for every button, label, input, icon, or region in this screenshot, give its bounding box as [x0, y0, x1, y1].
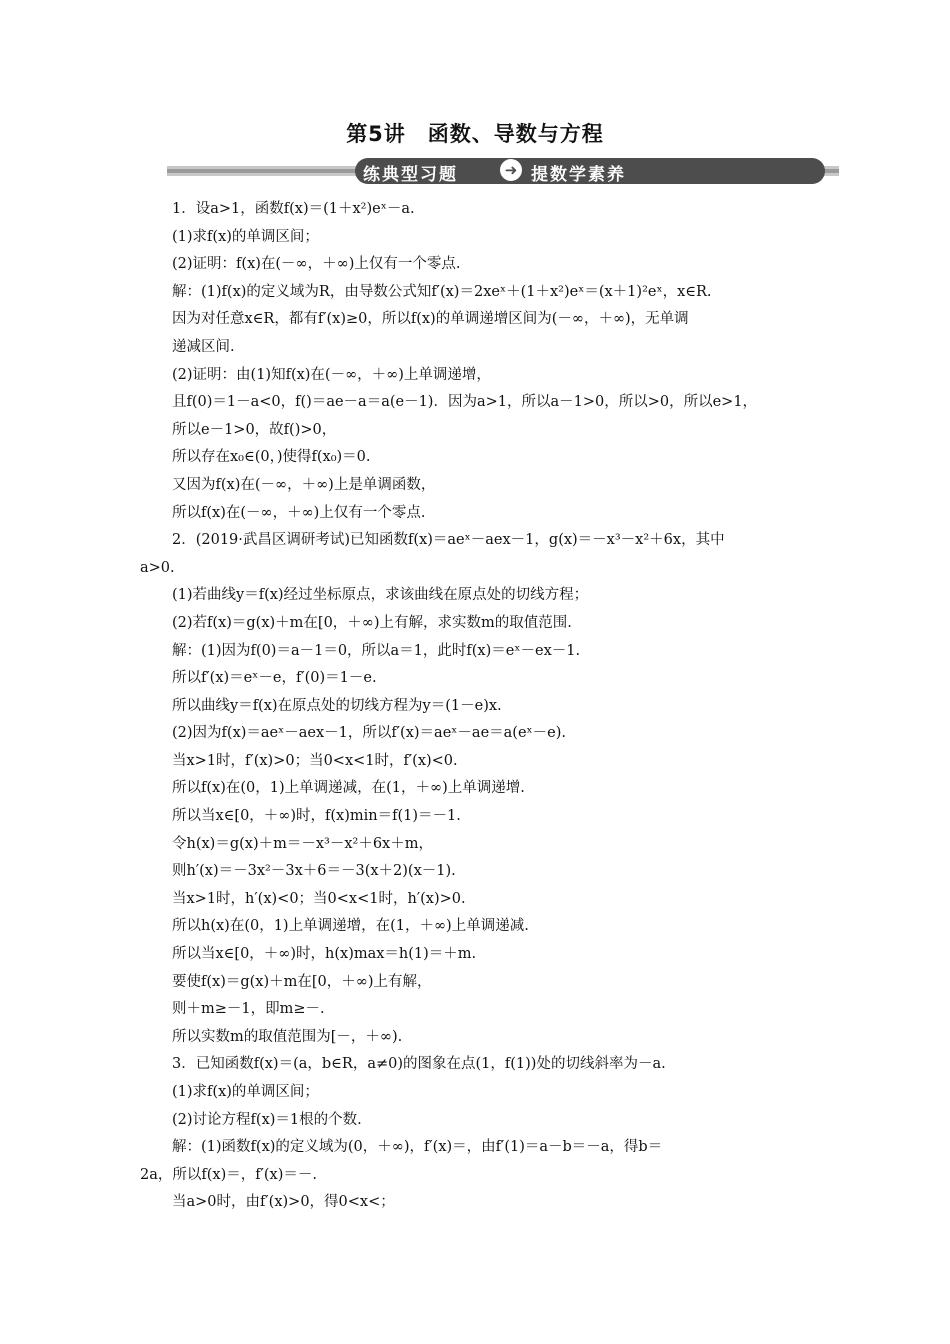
text-line: 则h′(x)＝－3x²－3x＋6＝－3(x＋2)(x－1).	[172, 863, 456, 880]
text-line: 递减区间.	[172, 338, 235, 355]
text-line: 又因为f(x)在(－∞，＋∞)上是单调函数，	[172, 476, 436, 493]
text-line: 解：(1)函数f(x)的定义域为(0，＋∞)，f′(x)＝，由f′(1)＝a－b＝－a，得b＝	[172, 1139, 663, 1156]
text-line: 且f(0)＝1－a<0，f()＝ae－a＝a(e－1)．因为a>1，所以a－1>0，所以>0，所以e>1，	[172, 394, 758, 411]
section-banner	[167, 158, 839, 184]
text-line: (1)求f(x)的单调区间；	[172, 1084, 319, 1100]
banner-left-text: 练典型习题	[363, 165, 458, 185]
text-line: 所以存在x₀∈(0，)使得f(x₀)＝0.	[172, 449, 371, 466]
text-line: 2a，所以f(x)＝，f′(x)＝－.	[140, 1166, 317, 1183]
text-line: 所以f(x)在(0，1)上单调递减，在(1，＋∞)上单调递增.	[172, 780, 525, 797]
text-line: (2)因为f(x)＝aeˣ－aex－1，所以f′(x)＝aeˣ－ae＝a(eˣ－e).	[172, 725, 567, 742]
circled-arrow-icon: ➜	[500, 159, 522, 181]
banner-right-text: 提数学素养	[531, 165, 626, 185]
text-line: 所以f′(x)＝eˣ－e，f′(0)＝1－e.	[172, 670, 377, 687]
text-line: (1)若曲线y＝f(x)经过坐标原点，求该曲线在原点处的切线方程；	[172, 587, 589, 604]
text-line: 所以e－1>0，故f()>0，	[172, 421, 337, 438]
text-line: 要使f(x)＝g(x)＋m在[0，＋∞)上有解，	[172, 973, 432, 990]
text-line: (2)证明：由(1)知f(x)在(－∞，＋∞)上单调递增，	[172, 366, 491, 383]
text-line: a>0.	[140, 559, 175, 576]
text-line: 所以当x∈[0，＋∞)时，h(x)max＝h(1)＝＋m.	[172, 946, 477, 963]
text-line: 所以f(x)在(－∞，＋∞)上仅有一个零点.	[172, 504, 426, 521]
text-line: 3．已知函数f(x)＝(a，b∈R，a≠0)的图象在点(1，f(1))处的切线斜率为－a.	[172, 1056, 666, 1073]
text-line: 1．设a>1，函数f(x)＝(1＋x²)eˣ－a.	[172, 201, 415, 217]
text-line: (2)若f(x)＝g(x)＋m在[0，＋∞)上有解，求实数m的取值范围.	[172, 614, 572, 631]
text-line: 当x>1时，h′(x)<0；当0<x<1时，h′(x)>0.	[172, 890, 466, 907]
text-line: 所以曲线y＝f(x)在原点处的切线方程为y＝(1－e)x.	[172, 697, 502, 714]
page-title: 第5讲 函数、导数与方程	[346, 122, 604, 146]
text-line: (2)讨论方程f(x)＝1根的个数.	[172, 1111, 362, 1128]
text-line: 所以实数m的取值范围为[－，＋∞).	[172, 1028, 403, 1045]
text-line: 2．(2019·武昌区调研考试)已知函数f(x)＝aeˣ－aex－1，g(x)＝－x³－x²＋6x，其中	[172, 532, 725, 549]
text-line: 则＋m≥－1，即m≥－.	[172, 1001, 325, 1018]
text-line: 所以h(x)在(0，1)上单调递增，在(1，＋∞)上单调递减.	[172, 918, 529, 935]
text-line: 因为对任意x∈R，都有f′(x)≥0，所以f(x)的单调递增区间为(－∞，＋∞)，无单调	[172, 311, 689, 328]
text-line: 所以当x∈[0，＋∞)时，f(x)min＝f(1)＝－1.	[172, 808, 461, 825]
text-line: (2)证明：f(x)在(－∞，＋∞)上仅有一个零点.	[172, 256, 461, 273]
text-line: 解：(1)因为f(0)＝a－1＝0，所以a＝1，此时f(x)＝eˣ－ex－1.	[172, 642, 581, 659]
text-line: 当a>0时，由f′(x)>0，得0<x<；	[172, 1194, 395, 1211]
text-line: 当x>1时，f′(x)>0；当0<x<1时，f′(x)<0.	[172, 752, 458, 769]
document-body	[140, 196, 816, 1217]
text-line: 令h(x)＝g(x)＋m＝－x³－x²＋6x＋m，	[172, 835, 433, 852]
text-line: (1)求f(x)的单调区间；	[172, 228, 319, 245]
text-line: 解：(1)f(x)的定义域为R，由导数公式知f′(x)＝2xeˣ＋(1＋x²)eˣ＝(x＋1)²eˣ，x∈R.	[172, 283, 712, 300]
